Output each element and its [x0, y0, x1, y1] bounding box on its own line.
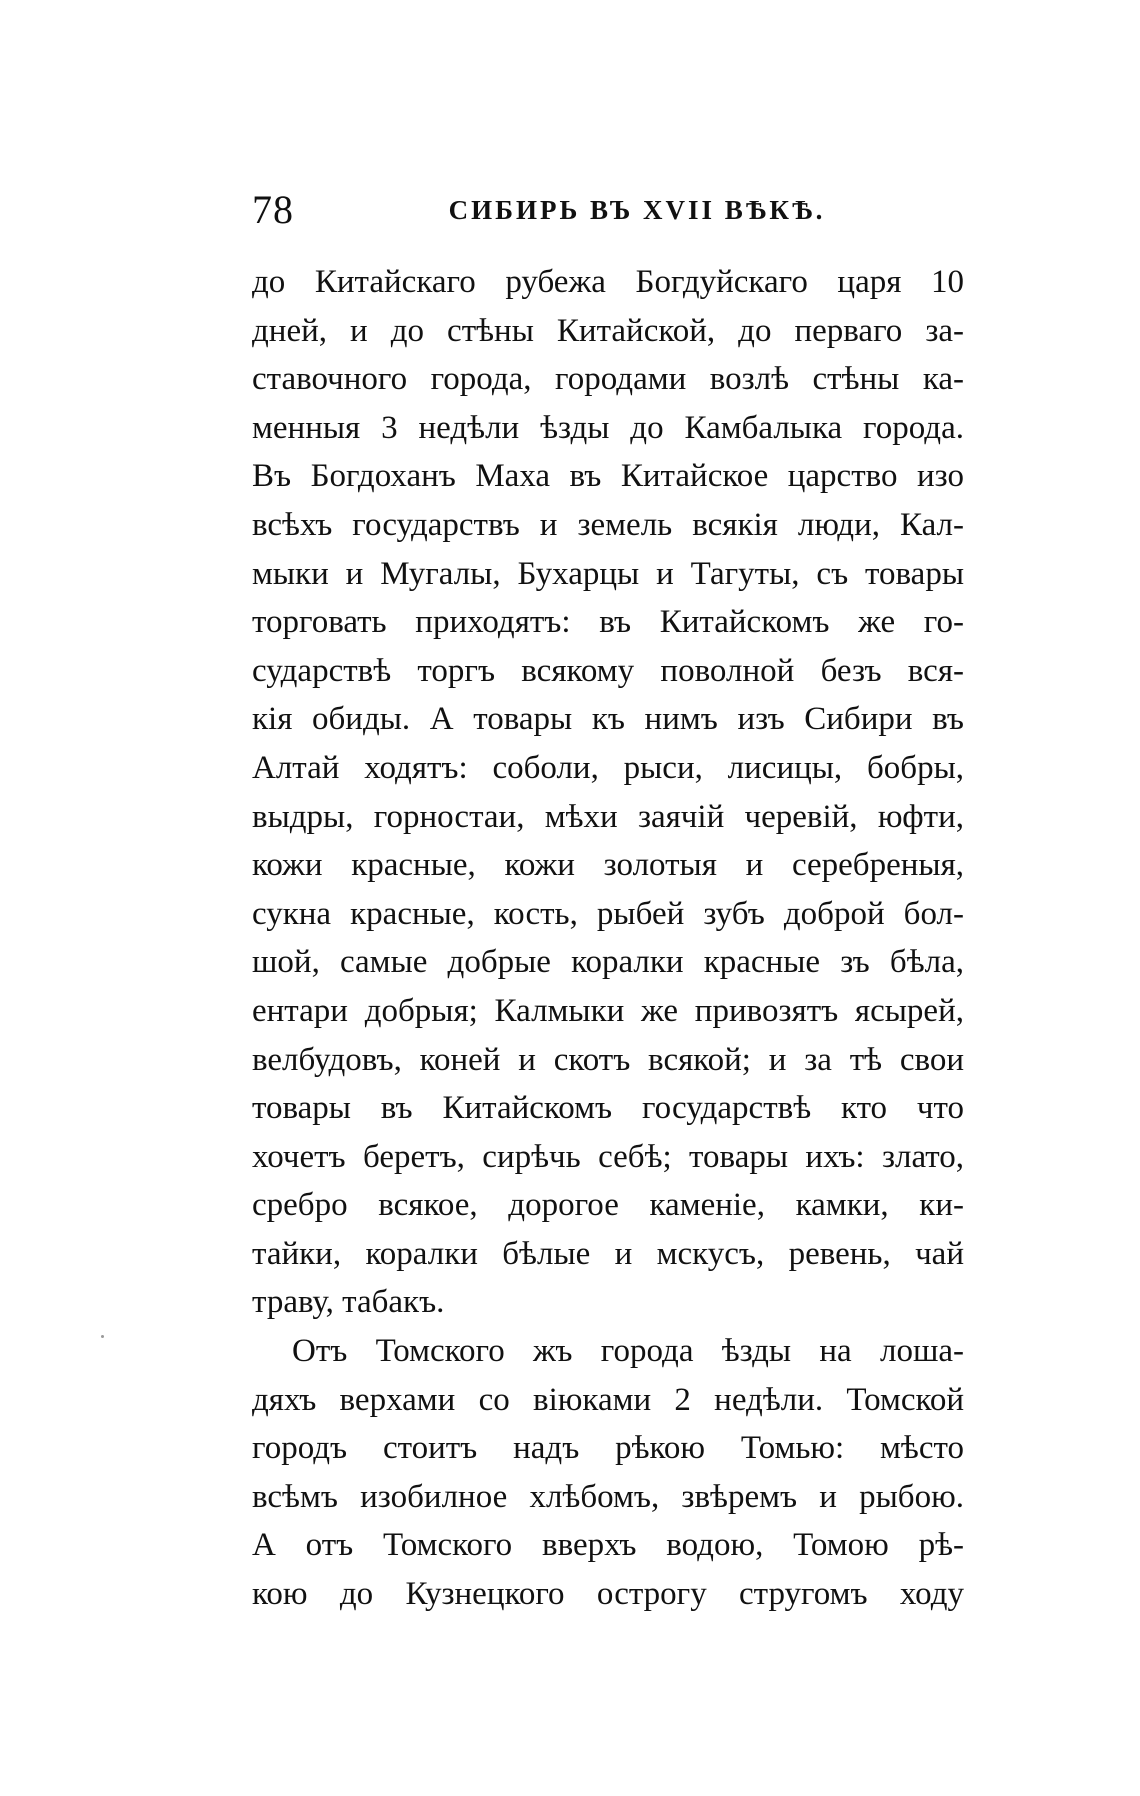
- text-line: Въ Богдоханъ Маха въ Китайское царство изо: [252, 458, 964, 495]
- text-line: дяхъ верхами со віюками 2 недѣли. Томской: [252, 1381, 964, 1418]
- paragraph-start-line: Отъ Томского жъ города ѣзды на лоша-: [292, 1333, 964, 1370]
- text-line: ставочного города, городами возлѣ стѣны ка-: [252, 361, 964, 398]
- text-line: всѣхъ государствъ и земель всякія люди, Кал-: [252, 506, 964, 543]
- text-line: торговать приходятъ: въ Китайскомъ же го-: [252, 604, 964, 641]
- scan-speck: [101, 1335, 104, 1338]
- text-line: велбудовъ, коней и скотъ всякой; и за тѣ свои: [252, 1041, 964, 1078]
- text-line: выдры, горностаи, мѣхи заячій черевій, юфти,: [252, 798, 964, 835]
- text-line: всѣмъ изобилное хлѣбомъ, звѣремъ и рыбою.: [252, 1478, 964, 1515]
- text-line: менныя 3 недѣли ѣзды до Камбалыка города.: [252, 409, 964, 446]
- text-line: до Китайскаго рубежа Богдуйскаго царя 10: [252, 264, 964, 300]
- text-line: Алтай ходятъ: соболи, рыси, лисицы, бобры,: [252, 749, 964, 786]
- text-line: городъ стоитъ надъ рѣкою Томью: мѣсто: [252, 1430, 964, 1467]
- text-line: дней, и до стѣны Китайской, до перваго за-: [252, 312, 964, 349]
- text-line: кожи красные, кожи золотыя и серебреныя,: [252, 847, 964, 884]
- text-line: сударствѣ торгъ всякому поволной безъ вся-: [252, 652, 964, 689]
- text-line: А отъ Томского вверхъ водою, Томою рѣ-: [252, 1527, 964, 1564]
- page-number: 78: [252, 187, 294, 232]
- text-line: сребро всякое, дорогое каменіе, камки, ки-: [252, 1187, 964, 1224]
- text-line: кою до Кузнецкого острогу стругомъ ходу: [252, 1576, 964, 1613]
- text-line: шой, самые добрые коралки красные зъ бѣла,: [252, 944, 964, 981]
- text-line: ентари добрыя; Калмыки же привозятъ ясырей,: [252, 992, 964, 1029]
- text-line: товары въ Китайскомъ государствѣ кто что: [252, 1090, 964, 1127]
- text-line: сукна красные, кость, рыбей зубъ доброй бол-: [252, 895, 964, 932]
- text-line: кія обиды. А товары къ нимъ изъ Сибири въ: [252, 701, 964, 738]
- running-title: СИБИРЬ ВЪ XVII ВѢКѢ.: [448, 195, 826, 225]
- text-line: мыки и Мугалы, Бухарцы и Тагуты, съ товары: [252, 555, 964, 592]
- text-line: хочетъ беретъ, сирѣчь себѣ; товары ихъ: злато,: [252, 1138, 964, 1175]
- body-text: [252, 258, 964, 1619]
- running-head: [252, 186, 962, 234]
- text-line: тайки, коралки бѣлые и мскусъ, ревень, чай: [252, 1235, 964, 1272]
- paragraph-end-line: траву, табакъ.: [252, 1284, 445, 1321]
